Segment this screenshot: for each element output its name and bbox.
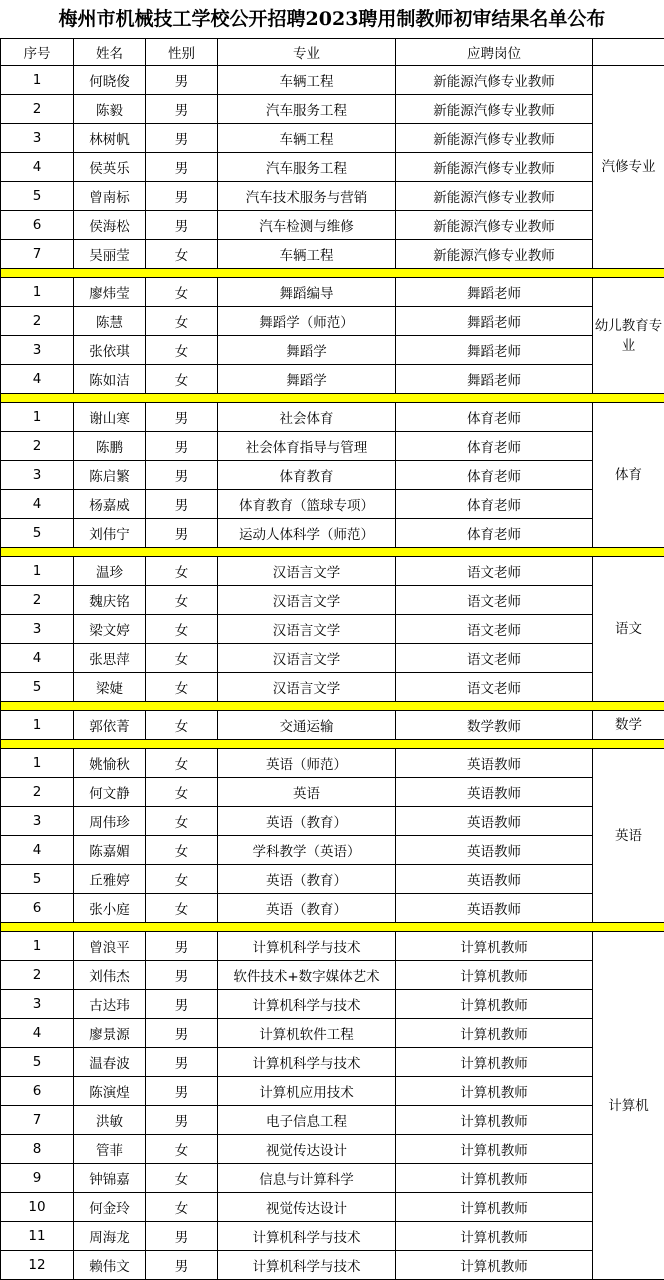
row-position: 英语教师 <box>396 836 593 865</box>
row-position: 舞蹈老师 <box>396 365 593 394</box>
row-position: 数学教师 <box>396 711 593 740</box>
row-name: 曾浪平 <box>74 932 146 961</box>
row-name: 林树帆 <box>74 124 146 153</box>
row-position: 新能源汽修专业教师 <box>396 240 593 269</box>
row-major: 社会体育指导与管理 <box>218 432 396 461</box>
row-gender: 女 <box>146 807 218 836</box>
table-row <box>1 336 664 365</box>
row-position: 语文老师 <box>396 615 593 644</box>
row-position: 英语教师 <box>396 865 593 894</box>
row-name: 陈如洁 <box>74 365 146 394</box>
row-gender: 男 <box>146 1106 218 1135</box>
row-gender: 男 <box>146 403 218 432</box>
row-major: 汽车服务工程 <box>218 95 396 124</box>
row-index: 2 <box>1 961 74 990</box>
row-name: 钟锦嘉 <box>74 1164 146 1193</box>
table-row <box>1 1019 664 1048</box>
row-major: 汉语言文学 <box>218 644 396 673</box>
row-major: 计算机应用技术 <box>218 1077 396 1106</box>
row-index: 1 <box>1 711 74 740</box>
row-gender: 女 <box>146 865 218 894</box>
row-position: 英语教师 <box>396 778 593 807</box>
row-major: 学科教学（英语） <box>218 836 396 865</box>
row-gender: 男 <box>146 1251 218 1280</box>
table-row <box>1 278 664 307</box>
row-gender: 男 <box>146 461 218 490</box>
row-major: 体育教育 <box>218 461 396 490</box>
row-name: 何文静 <box>74 778 146 807</box>
row-position: 体育老师 <box>396 403 593 432</box>
row-position: 英语教师 <box>396 894 593 923</box>
row-position: 计算机教师 <box>396 1019 593 1048</box>
row-gender: 男 <box>146 1222 218 1251</box>
table-row <box>1 182 664 211</box>
group-category: 计算机 <box>593 932 664 1280</box>
row-gender: 男 <box>146 490 218 519</box>
row-name: 何金玲 <box>74 1193 146 1222</box>
table-row <box>1 519 664 548</box>
row-major: 英语（师范） <box>218 749 396 778</box>
table-row <box>1 749 664 778</box>
row-position: 计算机教师 <box>396 1135 593 1164</box>
row-major: 视觉传达设计 <box>218 1135 396 1164</box>
table-row <box>1 961 664 990</box>
table-row <box>1 490 664 519</box>
row-gender: 男 <box>146 432 218 461</box>
row-major: 汉语言文学 <box>218 586 396 615</box>
row-position: 计算机教师 <box>396 961 593 990</box>
table-row <box>1 586 664 615</box>
table-row <box>1 1135 664 1164</box>
row-index: 10 <box>1 1193 74 1222</box>
table-row <box>1 432 664 461</box>
header-major: 专业 <box>218 39 396 66</box>
row-major: 舞蹈学 <box>218 365 396 394</box>
group-separator <box>1 548 664 557</box>
table-row <box>1 807 664 836</box>
table-row <box>1 211 664 240</box>
row-gender: 女 <box>146 778 218 807</box>
row-gender: 女 <box>146 711 218 740</box>
row-major: 舞蹈学（师范） <box>218 307 396 336</box>
row-name: 古达玮 <box>74 990 146 1019</box>
table-row <box>1 403 664 432</box>
row-index: 7 <box>1 1106 74 1135</box>
row-major: 电子信息工程 <box>218 1106 396 1135</box>
row-name: 何晓俊 <box>74 66 146 95</box>
row-gender: 女 <box>146 749 218 778</box>
row-index: 6 <box>1 1077 74 1106</box>
row-name: 梁文婷 <box>74 615 146 644</box>
row-index: 4 <box>1 153 74 182</box>
row-major: 车辆工程 <box>218 240 396 269</box>
row-gender: 男 <box>146 153 218 182</box>
table-header-row <box>1 39 664 66</box>
header-position: 应聘岗位 <box>396 39 593 66</box>
row-major: 舞蹈编导 <box>218 278 396 307</box>
row-position: 体育老师 <box>396 461 593 490</box>
row-gender: 男 <box>146 124 218 153</box>
row-position: 新能源汽修专业教师 <box>396 153 593 182</box>
row-major: 英语（教育） <box>218 894 396 923</box>
row-index: 12 <box>1 1251 74 1280</box>
group-category: 语文 <box>593 557 664 702</box>
row-name: 姚愉秋 <box>74 749 146 778</box>
row-name: 陈毅 <box>74 95 146 124</box>
row-index: 5 <box>1 865 74 894</box>
table-row <box>1 124 664 153</box>
separator-bar <box>1 394 664 403</box>
row-major: 软件技术+数字媒体艺术 <box>218 961 396 990</box>
row-gender: 女 <box>146 307 218 336</box>
row-name: 魏庆铭 <box>74 586 146 615</box>
separator-bar <box>1 702 664 711</box>
row-major: 车辆工程 <box>218 124 396 153</box>
row-major: 社会体育 <box>218 403 396 432</box>
row-index: 2 <box>1 432 74 461</box>
row-major: 舞蹈学 <box>218 336 396 365</box>
table-row <box>1 615 664 644</box>
row-name: 吴丽莹 <box>74 240 146 269</box>
group-separator <box>1 269 664 278</box>
table-row <box>1 1077 664 1106</box>
row-position: 新能源汽修专业教师 <box>396 182 593 211</box>
row-position: 体育老师 <box>396 519 593 548</box>
table-row <box>1 153 664 182</box>
row-index: 3 <box>1 807 74 836</box>
row-name: 赖伟文 <box>74 1251 146 1280</box>
row-gender: 男 <box>146 519 218 548</box>
row-name: 刘伟宁 <box>74 519 146 548</box>
row-position: 计算机教师 <box>396 1048 593 1077</box>
row-name: 谢山寒 <box>74 403 146 432</box>
table-row <box>1 1106 664 1135</box>
row-position: 计算机教师 <box>396 1251 593 1280</box>
group-separator <box>1 740 664 749</box>
row-major: 汉语言文学 <box>218 557 396 586</box>
row-position: 计算机教师 <box>396 1077 593 1106</box>
table-row <box>1 644 664 673</box>
row-major: 计算机科学与技术 <box>218 932 396 961</box>
separator-bar <box>1 548 664 557</box>
row-index: 2 <box>1 586 74 615</box>
row-position: 语文老师 <box>396 644 593 673</box>
separator-bar <box>1 269 664 278</box>
table-row <box>1 836 664 865</box>
row-index: 1 <box>1 66 74 95</box>
row-position: 计算机教师 <box>396 1106 593 1135</box>
row-gender: 男 <box>146 95 218 124</box>
row-index: 3 <box>1 336 74 365</box>
row-gender: 男 <box>146 990 218 1019</box>
page-title: 梅州市机械技工学校公开招聘2023聘用制教师初审结果名单公布 <box>58 8 606 30</box>
table-row <box>1 240 664 269</box>
row-gender: 女 <box>146 644 218 673</box>
row-name: 张依琪 <box>74 336 146 365</box>
row-major: 运动人体科学（师范） <box>218 519 396 548</box>
row-gender: 男 <box>146 1048 218 1077</box>
row-name: 张思萍 <box>74 644 146 673</box>
row-major: 体育教育（篮球专项） <box>218 490 396 519</box>
row-index: 4 <box>1 836 74 865</box>
table-row <box>1 557 664 586</box>
row-index: 1 <box>1 932 74 961</box>
row-gender: 男 <box>146 211 218 240</box>
row-position: 英语教师 <box>396 807 593 836</box>
table-row <box>1 865 664 894</box>
row-name: 温春波 <box>74 1048 146 1077</box>
row-position: 新能源汽修专业教师 <box>396 124 593 153</box>
row-position: 英语教师 <box>396 749 593 778</box>
row-gender: 女 <box>146 336 218 365</box>
row-index: 5 <box>1 519 74 548</box>
row-index: 11 <box>1 1222 74 1251</box>
table-row <box>1 95 664 124</box>
row-gender: 女 <box>146 1164 218 1193</box>
row-name: 梁婕 <box>74 673 146 702</box>
row-position: 计算机教师 <box>396 932 593 961</box>
row-position: 计算机教师 <box>396 1222 593 1251</box>
row-gender: 男 <box>146 1077 218 1106</box>
table-row <box>1 778 664 807</box>
row-major: 车辆工程 <box>218 66 396 95</box>
row-index: 3 <box>1 461 74 490</box>
row-name: 陈启繁 <box>74 461 146 490</box>
row-index: 9 <box>1 1164 74 1193</box>
row-name: 刘伟杰 <box>74 961 146 990</box>
row-major: 英语（教育） <box>218 865 396 894</box>
group-category: 数学 <box>593 711 664 740</box>
row-position: 新能源汽修专业教师 <box>396 66 593 95</box>
table-row <box>1 673 664 702</box>
row-gender: 男 <box>146 932 218 961</box>
row-gender: 女 <box>146 1193 218 1222</box>
row-position: 计算机教师 <box>396 990 593 1019</box>
row-name: 周伟珍 <box>74 807 146 836</box>
row-gender: 女 <box>146 615 218 644</box>
row-name: 陈嘉媚 <box>74 836 146 865</box>
row-gender: 女 <box>146 557 218 586</box>
row-major: 视觉传达设计 <box>218 1193 396 1222</box>
row-gender: 女 <box>146 240 218 269</box>
group-category: 英语 <box>593 749 664 923</box>
row-major: 信息与计算科学 <box>218 1164 396 1193</box>
row-name: 廖炜莹 <box>74 278 146 307</box>
table-row <box>1 307 664 336</box>
row-major: 计算机科学与技术 <box>218 990 396 1019</box>
table-row <box>1 894 664 923</box>
row-index: 2 <box>1 307 74 336</box>
group-category: 体育 <box>593 403 664 548</box>
row-index: 1 <box>1 749 74 778</box>
row-index: 1 <box>1 557 74 586</box>
row-position: 新能源汽修专业教师 <box>396 211 593 240</box>
row-position: 新能源汽修专业教师 <box>396 95 593 124</box>
row-major: 计算机软件工程 <box>218 1019 396 1048</box>
table-row <box>1 365 664 394</box>
row-major: 交通运输 <box>218 711 396 740</box>
header-blank <box>593 39 664 66</box>
row-name: 郭依菁 <box>74 711 146 740</box>
row-position: 体育老师 <box>396 432 593 461</box>
row-gender: 女 <box>146 673 218 702</box>
row-name: 廖景源 <box>74 1019 146 1048</box>
row-index: 4 <box>1 644 74 673</box>
row-major: 计算机科学与技术 <box>218 1048 396 1077</box>
separator-bar <box>1 923 664 932</box>
row-gender: 女 <box>146 586 218 615</box>
row-major: 汽车检测与维修 <box>218 211 396 240</box>
row-position: 计算机教师 <box>396 1193 593 1222</box>
row-name: 洪敏 <box>74 1106 146 1135</box>
row-gender: 女 <box>146 836 218 865</box>
table-row <box>1 932 664 961</box>
results-table <box>0 38 664 1280</box>
row-gender: 女 <box>146 1135 218 1164</box>
table-row <box>1 1222 664 1251</box>
row-index: 5 <box>1 182 74 211</box>
row-name: 陈演煌 <box>74 1077 146 1106</box>
row-index: 1 <box>1 278 74 307</box>
row-name: 陈鹏 <box>74 432 146 461</box>
row-index: 4 <box>1 365 74 394</box>
row-gender: 女 <box>146 365 218 394</box>
header-name: 姓名 <box>74 39 146 66</box>
row-gender: 男 <box>146 961 218 990</box>
row-name: 张小庭 <box>74 894 146 923</box>
row-name: 侯英乐 <box>74 153 146 182</box>
row-name: 温珍 <box>74 557 146 586</box>
table-row <box>1 1164 664 1193</box>
row-index: 4 <box>1 490 74 519</box>
header-index: 序号 <box>1 39 74 66</box>
table-row <box>1 1251 664 1280</box>
row-position: 舞蹈老师 <box>396 307 593 336</box>
row-major: 计算机科学与技术 <box>218 1251 396 1280</box>
row-index: 3 <box>1 615 74 644</box>
row-index: 6 <box>1 211 74 240</box>
group-separator <box>1 702 664 711</box>
header-gender: 性别 <box>146 39 218 66</box>
table-row <box>1 461 664 490</box>
row-name: 周海龙 <box>74 1222 146 1251</box>
table-row <box>1 66 664 95</box>
row-name: 侯海松 <box>74 211 146 240</box>
group-category: 汽修专业 <box>593 66 664 269</box>
group-separator <box>1 394 664 403</box>
row-gender: 女 <box>146 894 218 923</box>
row-index: 7 <box>1 240 74 269</box>
row-name: 杨嘉威 <box>74 490 146 519</box>
row-gender: 男 <box>146 182 218 211</box>
separator-bar <box>1 740 664 749</box>
table-row <box>1 711 664 740</box>
row-position: 语文老师 <box>396 586 593 615</box>
row-position: 舞蹈老师 <box>396 336 593 365</box>
group-separator <box>1 923 664 932</box>
table-row <box>1 1048 664 1077</box>
row-index: 2 <box>1 778 74 807</box>
row-position: 语文老师 <box>396 557 593 586</box>
row-position: 舞蹈老师 <box>396 278 593 307</box>
row-major: 汽车服务工程 <box>218 153 396 182</box>
table-row <box>1 1193 664 1222</box>
row-index: 1 <box>1 403 74 432</box>
group-category: 幼儿教育专业 <box>593 278 664 394</box>
row-major: 英语 <box>218 778 396 807</box>
row-position: 计算机教师 <box>396 1164 593 1193</box>
row-major: 汉语言文学 <box>218 615 396 644</box>
row-index: 3 <box>1 124 74 153</box>
row-gender: 男 <box>146 1019 218 1048</box>
row-index: 8 <box>1 1135 74 1164</box>
row-name: 管菲 <box>74 1135 146 1164</box>
row-index: 5 <box>1 673 74 702</box>
row-name: 丘雅婷 <box>74 865 146 894</box>
row-index: 3 <box>1 990 74 1019</box>
row-major: 汉语言文学 <box>218 673 396 702</box>
row-major: 计算机科学与技术 <box>218 1222 396 1251</box>
row-gender: 女 <box>146 278 218 307</box>
row-index: 5 <box>1 1048 74 1077</box>
row-name: 陈慧 <box>74 307 146 336</box>
row-position: 体育老师 <box>396 490 593 519</box>
row-index: 2 <box>1 95 74 124</box>
row-index: 6 <box>1 894 74 923</box>
table-row <box>1 990 664 1019</box>
row-name: 曾南标 <box>74 182 146 211</box>
row-position: 语文老师 <box>396 673 593 702</box>
row-major: 英语（教育） <box>218 807 396 836</box>
row-gender: 男 <box>146 66 218 95</box>
row-major: 汽车技术服务与营销 <box>218 182 396 211</box>
row-index: 4 <box>1 1019 74 1048</box>
